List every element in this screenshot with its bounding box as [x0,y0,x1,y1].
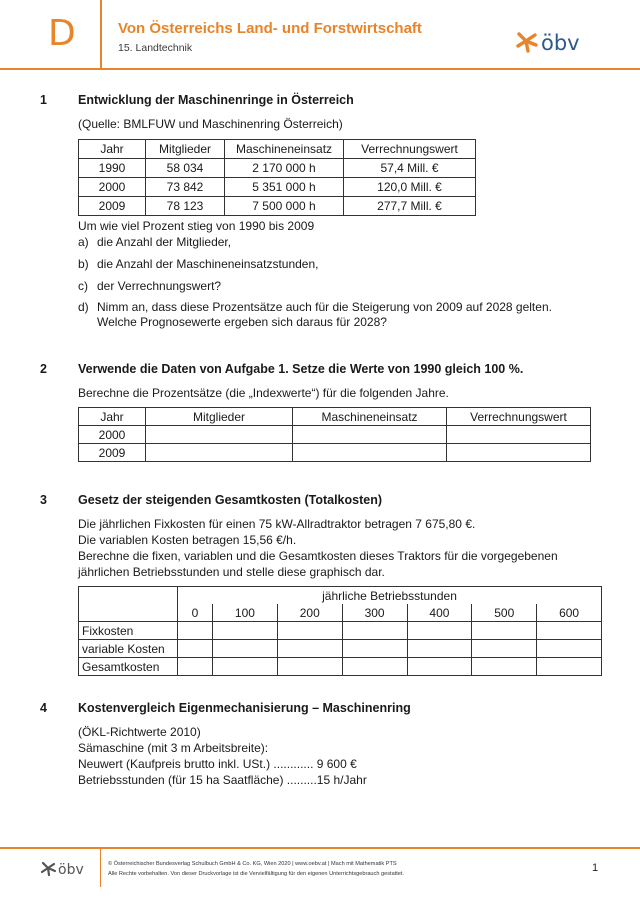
footer-rights: Alle Rechte vorbehalten. Von dieser Druckvorlage ist die Vervielfältigung für den eigenen Unterrichtsgebrauch gestattet. [108,871,405,877]
footer-rule [0,847,640,849]
oebv-logo [515,27,595,55]
task-4-heading: Kostenvergleich Eigenmechanisierung – Maschinenring [78,701,411,715]
table-cell: 5 351 000 h [225,178,344,197]
empty-cell[interactable] [146,444,293,462]
table-header-cell: 600 [537,604,602,622]
list-letter: a) [78,235,89,249]
chapter-letter: D [48,13,76,54]
empty-cell[interactable] [178,658,213,676]
table-header-cell: Mitglieder [146,408,293,426]
row-label: Fixkosten [79,622,178,640]
list-text: der Verrechnungswert? [97,279,222,293]
page-number: 1 [592,862,599,874]
empty-cell[interactable] [472,622,537,640]
task-2-text: Berechne die Prozentsätze (die „Indexwerte“) für die folgenden Jahre. [78,386,449,400]
task-1-number: 1 [40,93,47,107]
task-4-line: Betriebsstunden (für 15 ha Saatfläche) .........15 h/Jahr [78,773,367,787]
table-cell: 57,4 Mill. € [344,159,476,178]
table-row [79,426,591,444]
footer-logo [40,858,92,878]
task-2-table [78,407,591,462]
table-cell: 7 500 000 h [225,197,344,216]
empty-cell[interactable] [213,658,278,676]
table-header-cell: Verrechnungswert [447,408,591,426]
table-cell: 277,7 Mill. € [344,197,476,216]
task-3-line: Berechne die fixen, variablen und die Gesamtkosten dieses Traktors für die vorgegebenen [78,549,558,563]
task-2-heading: Verwende die Daten von Aufgabe 1. Setze die Werte von 1990 gleich 100 %. [78,362,524,376]
task-4-number: 4 [40,701,47,715]
empty-cell[interactable] [178,640,213,658]
list-letter: b) [78,257,89,271]
table-header-cell: 200 [277,604,342,622]
list-letter: c) [78,279,88,293]
table-header-cell: Verrechnungswert [344,140,476,159]
empty-cell[interactable] [342,640,407,658]
task-4-line: Neuwert (Kaufpreis brutto inkl. USt.) ............ 9 600 € [78,757,357,771]
empty-cell[interactable] [277,640,342,658]
empty-cell[interactable] [537,622,602,640]
oebv-star-icon [40,858,92,878]
page-title: Von Österreichs Land- und Forstwirtschaft [118,20,422,37]
table-header-cell: Jahr [79,140,146,159]
empty-cell[interactable] [447,426,591,444]
table-header-cell: 100 [213,604,278,622]
table-group-header: jährliche Betriebsstunden [178,587,602,605]
task-4-line: Sämaschine (mit 3 m Arbeitsbreite): [78,741,269,755]
task-3-number: 3 [40,493,47,507]
list-text-continuation: Welche Prognosewerte ergeben sich daraus für 2028? [97,315,387,329]
footer-copyright: © Österreichischer Bundesverlag Schulbuch GmbH & Co. KG, Wien 2020 | www.oebv.at | Mach mit Mathematik PTS [108,861,397,867]
table-row [79,197,476,216]
table-cell: 2 170 000 h [225,159,344,178]
oebv-star-icon [515,27,595,55]
table-cell: 2000 [79,178,146,197]
empty-cell[interactable] [407,658,472,676]
empty-cell[interactable] [472,658,537,676]
empty-cell[interactable] [146,426,293,444]
table-header-cell: Mitglieder [146,140,225,159]
empty-cell[interactable] [537,658,602,676]
empty-cell[interactable] [407,640,472,658]
table-header-row [79,140,476,159]
table-header-row [79,604,602,622]
task-1-source: (Quelle: BMLFUW und Maschinenring Österreich) [78,117,343,131]
empty-cell[interactable] [447,444,591,462]
list-text: die Anzahl der Maschineneinsatzstunden, [97,257,319,271]
table-cell: 1990 [79,159,146,178]
table-cell: 78 123 [146,197,225,216]
task-3-line: jährlichen Betriebsstunden und stelle diese graphisch dar. [78,565,385,579]
table-cell: 2009 [79,444,146,462]
task-1-heading: Entwicklung der Maschinenringe in Österreich [78,93,354,107]
task-2-number: 2 [40,362,47,376]
empty-cell[interactable] [537,640,602,658]
table-row [79,159,476,178]
table-cell: 73 842 [146,178,225,197]
task-3-line: Die variablen Kosten betragen 15,56 €/h. [78,533,297,547]
table-row [79,444,591,462]
table-row [79,658,602,676]
table-header-cell: Jahr [79,408,146,426]
task-4-line: (ÖKL-Richtwerte 2010) [78,725,201,739]
empty-cell[interactable] [342,622,407,640]
empty-cell[interactable] [293,426,447,444]
page-subtitle: 15. Landtechnik [118,42,193,54]
table-header-cell: 400 [407,604,472,622]
footer-divider [100,849,101,887]
table-cell: 2009 [79,197,146,216]
table-group-header-row [79,587,602,605]
table-row [79,640,602,658]
empty-cell[interactable] [277,658,342,676]
row-label: variable Kosten [79,640,178,658]
empty-cell[interactable] [277,622,342,640]
footer-logo-text: öbv [58,862,84,878]
table-corner-cell [79,587,178,605]
table-header-cell: 300 [342,604,407,622]
empty-cell[interactable] [213,622,278,640]
list-text: die Anzahl der Mitglieder, [97,235,232,249]
table-row [79,178,476,197]
task-3-table [78,586,602,676]
table-cell: 2000 [79,426,146,444]
logo-text: öbv [541,31,580,55]
table-cell: 58 034 [146,159,225,178]
table-header-cell: Maschineneinsatz [293,408,447,426]
task-3-line: Die jährlichen Fixkosten für einen 75 kW-Allradtraktor betragen 7 675,80 €. [78,517,476,531]
empty-cell[interactable] [213,640,278,658]
task-1-table [78,139,476,216]
header-divider-vertical [100,0,102,68]
table-header-cell: 0 [178,604,213,622]
header-rule [0,68,640,70]
empty-cell[interactable] [293,444,447,462]
table-header-cell: Maschineneinsatz [225,140,344,159]
empty-cell[interactable] [342,658,407,676]
list-text: Nimm an, dass diese Prozentsätze auch für die Steigerung von 2009 auf 2028 gelten. [97,300,552,314]
list-letter: d) [78,300,89,314]
table-header-row [79,408,591,426]
row-label: Gesamtkosten [79,658,178,676]
empty-cell[interactable] [407,622,472,640]
task-3-heading: Gesetz der steigenden Gesamtkosten (Totalkosten) [78,493,383,507]
table-row [79,622,602,640]
empty-cell[interactable] [472,640,537,658]
task-1-question: Um wie viel Prozent stieg von 1990 bis 2009 [78,219,315,233]
table-header-cell: 500 [472,604,537,622]
table-corner-cell [79,604,178,622]
table-cell: 120,0 Mill. € [344,178,476,197]
empty-cell[interactable] [178,622,213,640]
